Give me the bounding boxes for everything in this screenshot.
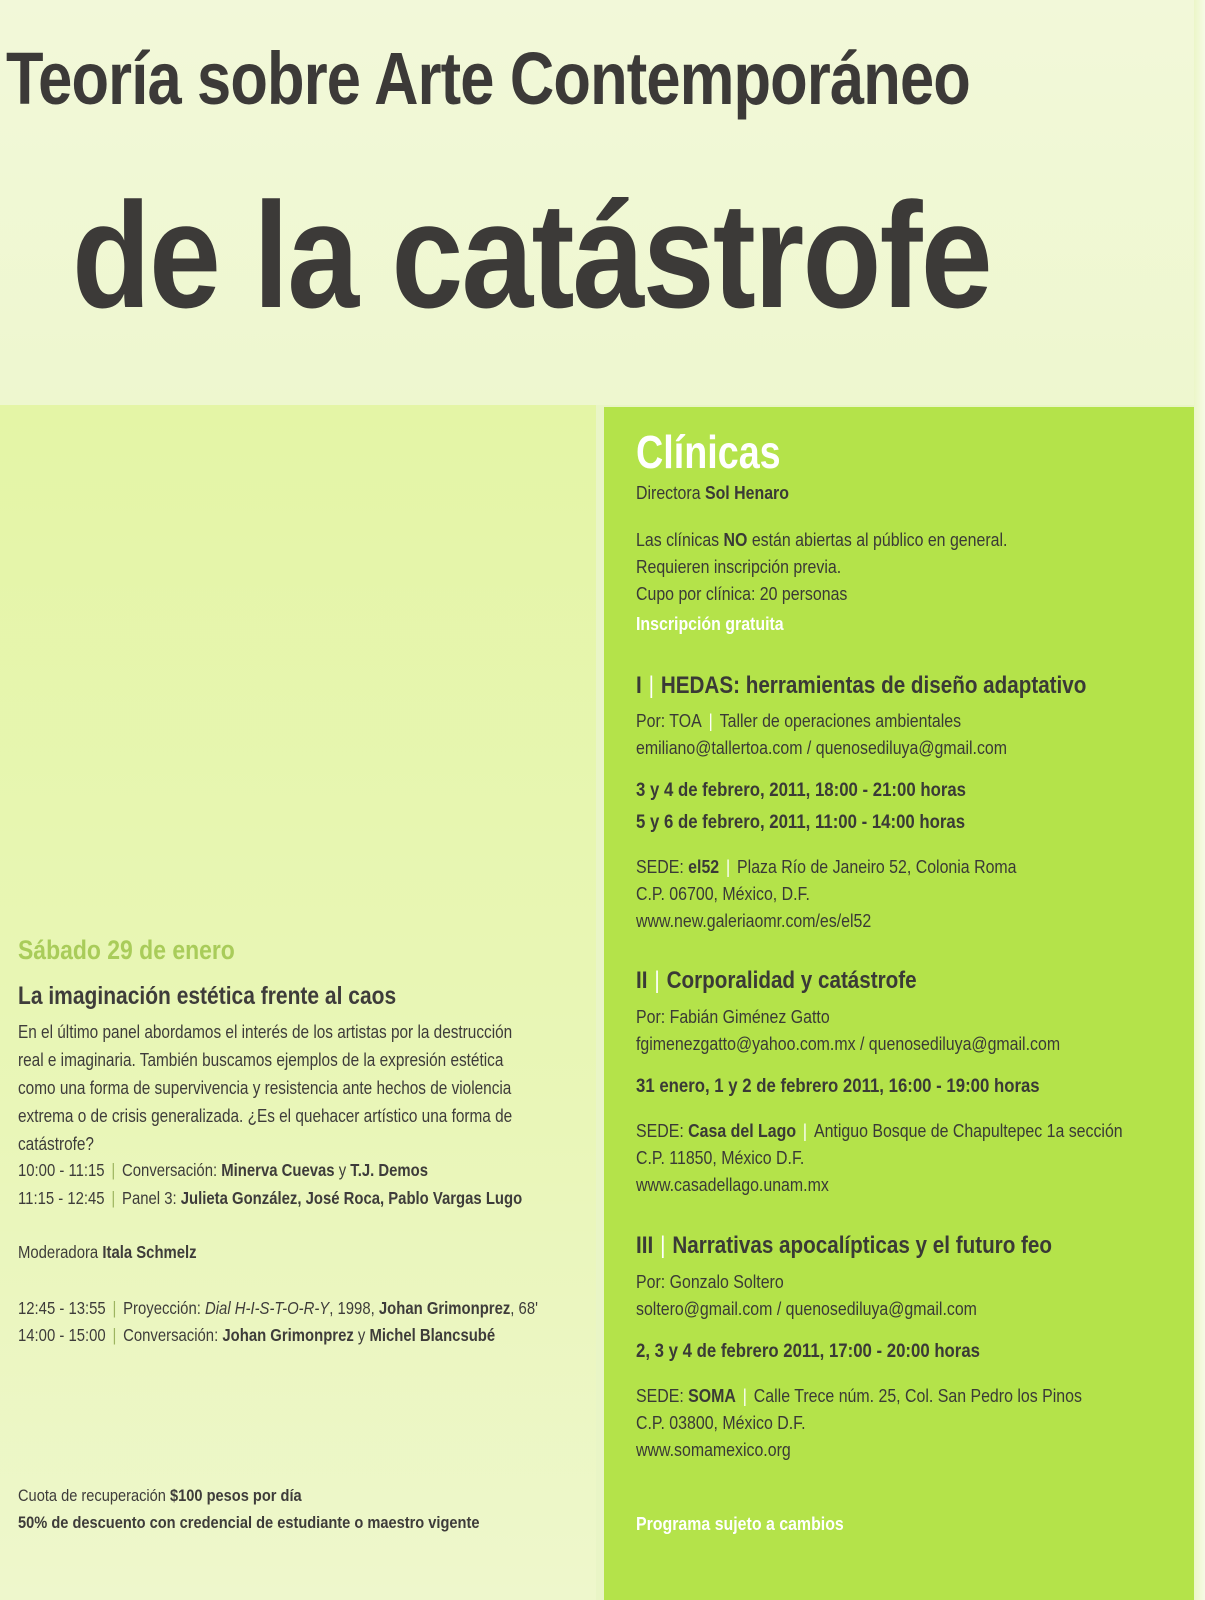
clinic-title: III | Narrativas apocalípticas y el futuro feo bbox=[636, 1232, 1053, 1259]
separator: | bbox=[742, 1385, 747, 1406]
separator: | bbox=[112, 1325, 117, 1345]
separator: | bbox=[654, 967, 660, 994]
clinic-emails: fgimenezgatto@yahoo.com.mx / quenosediluya@gmail.com bbox=[636, 1033, 1061, 1054]
clinic-city: C.P. 11850, México D.F. bbox=[636, 1147, 805, 1168]
session-description: En el último panel abordamos el interés de los artistas por la destrucción real e imaginaria. También buscamos ejemplos de la expresión estética como una forma de supervivencia y resistencia ante hechos de violencia extrema o de crisis generalizada. ¿Es el quehacer artístico una forma de catástrofe? bbox=[18, 1021, 513, 1154]
separator: | bbox=[660, 1232, 666, 1259]
separator: | bbox=[111, 1188, 116, 1208]
separator: | bbox=[112, 1298, 117, 1318]
clinic-date: 31 enero, 1 y 2 de febrero 2011, 16:00 - 19:00 horas bbox=[636, 1075, 1040, 1097]
clinic-web: www.somamexico.org bbox=[636, 1439, 791, 1460]
notice: Las clínicas NO están abiertas al público en general. bbox=[636, 529, 1008, 550]
clinic-by: Por: TOA | Taller de operaciones ambientales bbox=[636, 710, 962, 731]
section-title: Clínicas bbox=[636, 426, 781, 478]
clinic-title: II | Corporalidad y catástrofe bbox=[636, 967, 917, 994]
schedule-time: 12:45 - 13:55 bbox=[18, 1298, 106, 1318]
clinic-sede: SEDE: el52 | Plaza Río de Janeiro 52, Colonia Roma bbox=[636, 856, 1017, 877]
clinic-date: 5 y 6 de febrero, 2011, 11:00 - 14:00 horas bbox=[636, 811, 966, 833]
page-title-line2: de la catástrofe bbox=[72, 171, 991, 339]
separator: | bbox=[708, 710, 713, 731]
capacity: Cupo por clínica: 20 personas bbox=[636, 583, 848, 604]
fee-info: Cuota de recuperación $100 pesos por día bbox=[18, 1486, 302, 1505]
separator: | bbox=[648, 672, 654, 699]
clinic-city: C.P. 03800, México D.F. bbox=[636, 1412, 806, 1433]
clinic-date: 3 y 4 de febrero, 2011, 18:00 - 21:00 horas bbox=[636, 779, 966, 801]
clinic-date: 2, 3 y 4 de febrero 2011, 17:00 - 20:00 horas bbox=[636, 1340, 980, 1362]
requirement: Requieren inscripción previa. bbox=[636, 556, 842, 577]
separator: | bbox=[726, 856, 731, 877]
schedule-item: 11:15 - 12:45 | Panel 3: Julieta González, José Roca, Pablo Vargas Lugo bbox=[18, 1188, 523, 1208]
free-registration: Inscripción gratuita bbox=[636, 613, 784, 634]
schedule-time: 11:15 - 12:45 bbox=[18, 1188, 105, 1208]
footer-note: Programa sujeto a cambios bbox=[636, 1513, 844, 1534]
separator: | bbox=[111, 1160, 116, 1180]
schedule-item: 10:00 - 11:15 | Conversación: Minerva Cuevas y T.J. Demos bbox=[18, 1160, 428, 1180]
scan-edge bbox=[1194, 0, 1205, 1600]
clinic-by: Por: Fabián Giménez Gatto bbox=[636, 1006, 830, 1027]
clinic-web: www.new.galeriaomr.com/es/el52 bbox=[636, 910, 872, 931]
clinic-by: Por: Gonzalo Soltero bbox=[636, 1271, 784, 1292]
schedule-time: 10:00 - 11:15 bbox=[18, 1160, 105, 1180]
session-day: Sábado 29 de enero bbox=[18, 935, 235, 965]
clinic-sede: SEDE: Casa del Lago | Antiguo Bosque de Chapultepec 1a sección bbox=[636, 1120, 1123, 1141]
clinic-emails: soltero@gmail.com / quenosediluya@gmail.com bbox=[636, 1298, 977, 1319]
page-title-line1: Teoría sobre Arte Contemporáneo bbox=[6, 37, 970, 120]
clinic-title: I | HEDAS: herramientas de diseño adaptativo bbox=[636, 672, 1087, 699]
director: Directora Sol Henaro bbox=[636, 482, 789, 503]
discount-info: 50% de descuento con credencial de estudiante o maestro vigente bbox=[18, 1513, 480, 1532]
clinic-city: C.P. 06700, México, D.F. bbox=[636, 883, 810, 904]
clinic-web: www.casadellago.unam.mx bbox=[636, 1174, 829, 1195]
separator: | bbox=[802, 1120, 808, 1141]
clinic-emails: emiliano@tallertoa.com / quenosediluya@gmail.com bbox=[636, 737, 1008, 758]
schedule-time: 14:00 - 15:00 bbox=[18, 1325, 106, 1345]
clinic-sede: SEDE: SOMA | Calle Trece núm. 25, Col. San Pedro los Pinos bbox=[636, 1385, 1082, 1406]
moderator: Moderadora Itala Schmelz bbox=[18, 1242, 197, 1262]
schedule-item: 12:45 - 13:55 | Proyección: Dial H-I-S-T-O-R-Y, 1998, Johan Grimonprez, 68' bbox=[18, 1298, 538, 1318]
session-title: La imaginación estética frente al caos bbox=[18, 982, 397, 1010]
schedule-item: 14:00 - 15:00 | Conversación: Johan Grimonprez y Michel Blancsubé bbox=[18, 1325, 496, 1345]
